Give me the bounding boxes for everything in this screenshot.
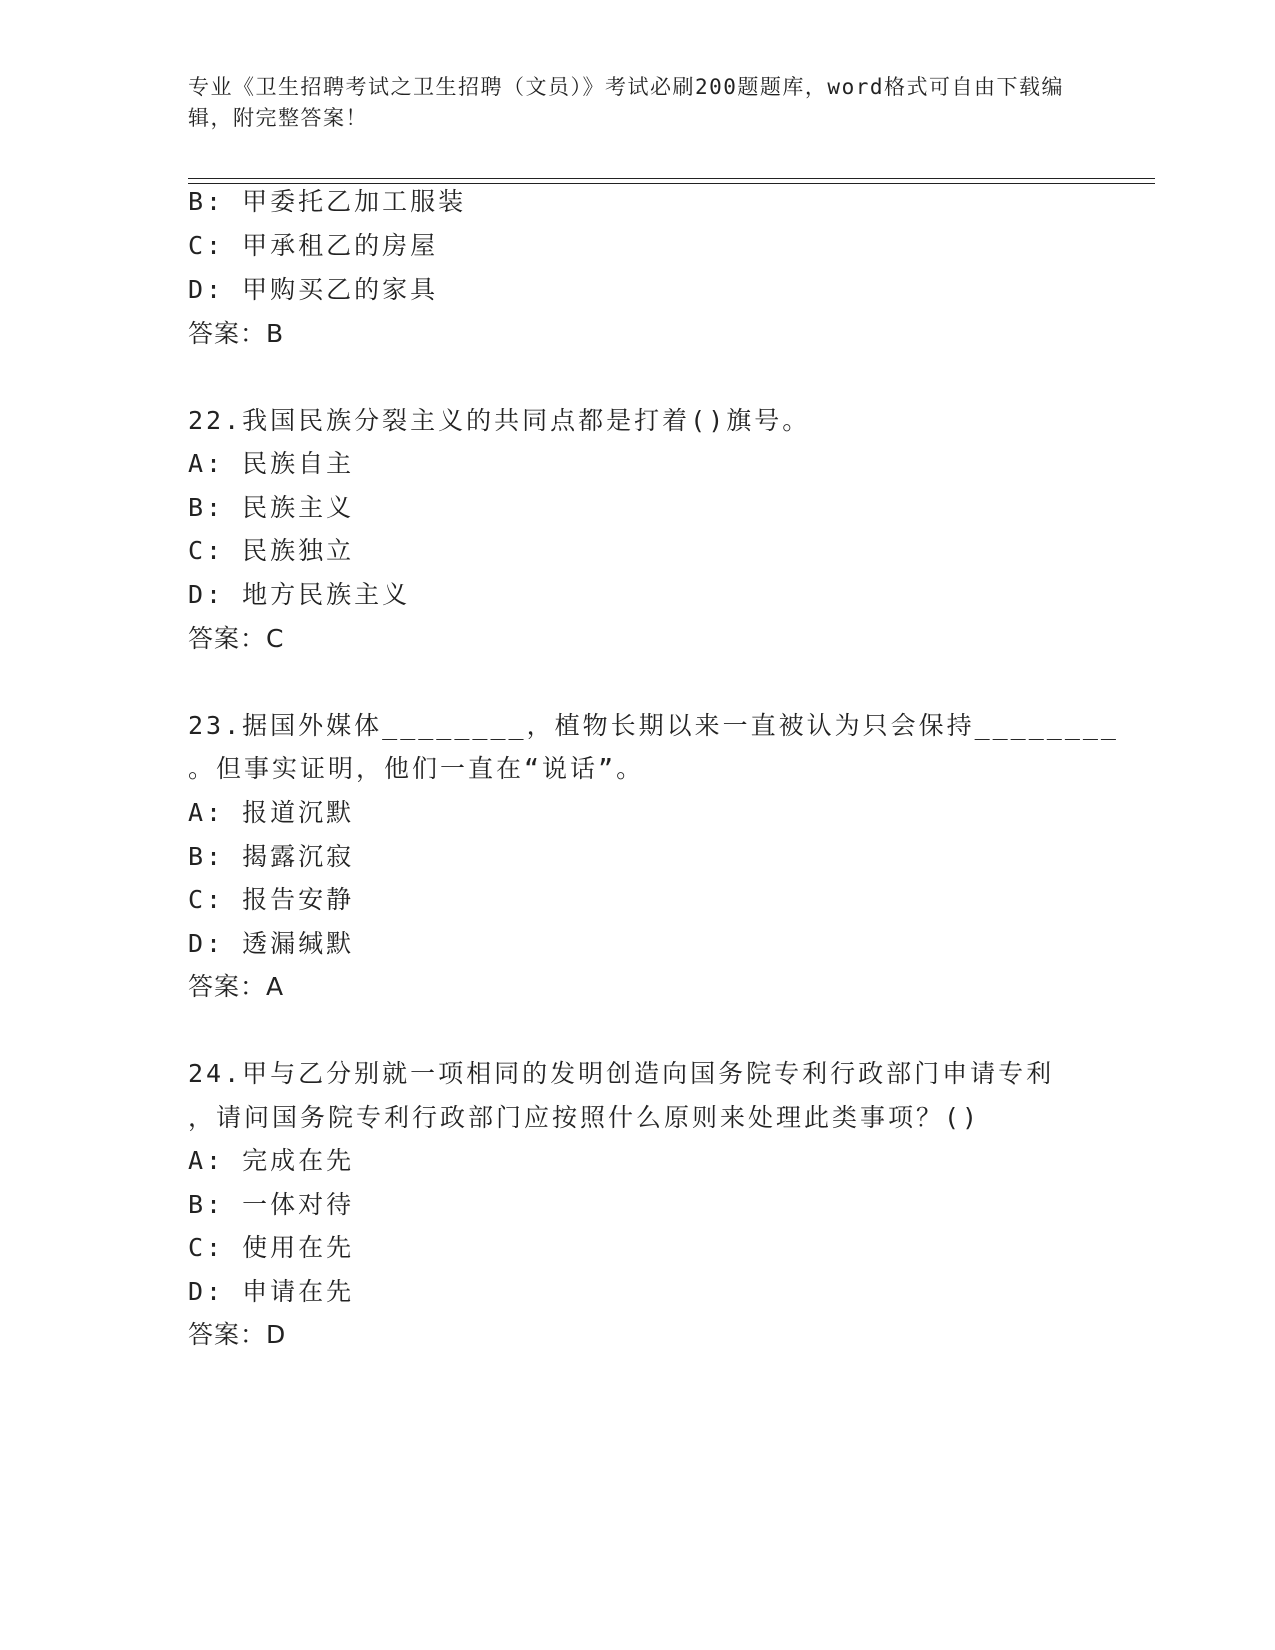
option-line: C: 使用在先 [188,1233,355,1262]
question-stem: ，请问国务院专利行政部门应按照什么原则来处理此类事项？() [188,1103,981,1132]
answer-line: 答案：D [188,1320,287,1349]
option-line: D: 透漏缄默 [188,929,355,958]
question-stem: 23.据国外媒体________，植物长期以来一直被认为只会保持________ [188,711,1119,740]
question-stem: 24.甲与乙分别就一项相同的发明创造向国务院专利行政部门申请专利 [188,1059,1055,1088]
option-line: C: 民族独立 [188,536,355,565]
answer-line: 答案：B [188,319,285,348]
answer-line: 答案：C [188,624,285,653]
option-line: A: 民族自主 [188,449,355,478]
option-line: C: 报告安静 [188,885,355,914]
option-line: B: 一体对待 [188,1190,355,1219]
question-stem: 。但事实证明，他们一直在“说话”。 [188,754,645,783]
document-header: 专业《卫生招聘考试之卫生招聘（文员）》考试必刷200题题库，word格式可自由下载编辑，附完整答案！ [188,75,1064,130]
option-line: D: 地方民族主义 [188,580,411,609]
header-divider [188,178,1155,184]
option-line: B: 揭露沉寂 [188,842,355,871]
question-stem: 22.我国民族分裂主义的共同点都是打着()旗号。 [188,406,811,435]
option-line: B: 甲委托乙加工服装 [188,187,467,216]
option-line: D: 申请在先 [188,1277,355,1306]
option-line: B: 民族主义 [188,493,355,522]
option-line: D: 甲购买乙的家具 [188,275,439,304]
option-line: A: 完成在先 [188,1146,355,1175]
option-line: C: 甲承租乙的房屋 [188,231,439,260]
option-line: A: 报道沉默 [188,798,355,827]
answer-line: 答案：A [188,972,285,1001]
